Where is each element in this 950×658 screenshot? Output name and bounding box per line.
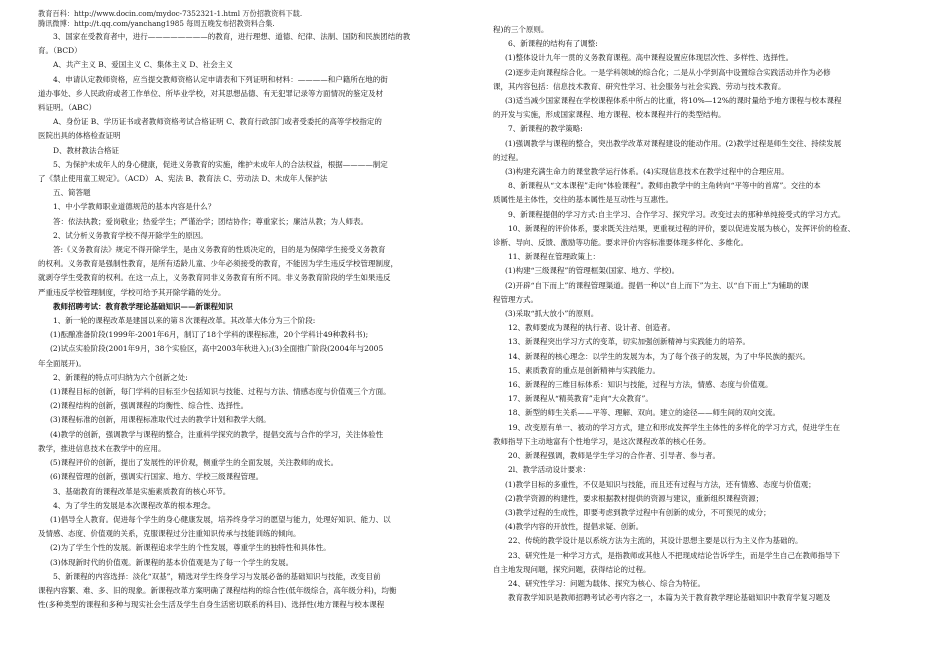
left-column-line: 课程内容繁、难、多、旧的现象。新课程改革方案明确了课程结构的综合性(低年级综合，高年级分科)，均衡 [38, 585, 397, 595]
left-column-line: A、身份证 B、学历证书或者教师资格考试合格证明 C、教育行政部门或者受委托的高等学校指定的 [53, 117, 382, 127]
left-column-line: 料证明。（ABC） [38, 103, 97, 113]
right-column-line: 11、新课程在管理政策上： [508, 252, 601, 262]
right-column-line: (3)构建充满生命力的课堂教学运行体系。(4)实现信息技术在教学过程中的合理应用。 [505, 167, 789, 177]
left-column-line: 3、国家在受教育者中，进行————————的教育，进行理想、道德、纪律、法制、国防和民族团结的教 [53, 32, 411, 41]
left-column-line: 年全面展开)。 [38, 358, 86, 368]
left-column-line: (4)教学的创新，强调教学与课程的整合，注重科学探究的教学，提倡交流与合作的学习，关注体验性 [50, 429, 384, 439]
left-column-line: (1)课程目标的创新，每门学科的目标至少包括知识与技能、过程与方法、情感态度与价值观三个方面。 [50, 387, 391, 397]
right-column-line: (1)整体设计九年一贯的义务教育课程。高中课程设置应体现层次性、多样性、选择性。 [505, 53, 794, 63]
page-header [38, 9, 458, 29]
right-column-line: 13、新课程突出学习方式的变革，切实加强创新精神与实践能力的培养。 [508, 337, 751, 347]
left-text-column [38, 30, 463, 612]
left-column-line: (3)体现新时代的价值观。新课程的基本价值观是为了每一个学生的发展。 [50, 557, 294, 567]
left-column-line: 严重违反学校管理制度，学校可给予其开除学籍的处分。 [38, 287, 226, 297]
right-column-line: (3)教学过程的生成性，即要考虑到教学过程中有创新的成分，不可预见的成分； [505, 507, 771, 517]
right-column-line: 2l、教学活动设计要求： [508, 465, 591, 475]
left-column-line: (2)试点实验阶段(2001年9月，38个实验区，高中2003年秋进入);(3)全面推广阶段(2004年与2005 [50, 344, 384, 354]
left-column-line: D、教材教法合格证 [53, 145, 120, 155]
left-column-line: 1、新一轮的课程改革是建国以来的第８次课程改革。其改革大体分为三个阶段: [53, 316, 316, 326]
left-column-line: 2、试分析义务教育学校不得开除学生的原因。 [53, 230, 208, 240]
left-column-line: (2)为了学生个性的发展。新课程追求学生的个性发展，尊重学生的独特性和具体性。 [50, 543, 331, 553]
left-column-line: 五、简答题 [53, 188, 91, 198]
right-column-line: (1)构建“三级课程”的管理框架(国家、地方、学校)。 [505, 266, 680, 276]
right-column-line: (3)适当减少国家课程在学校课程体系中所占的比重，将10%—12%的课时量给予地方课程与校本课程 [505, 96, 842, 106]
right-column-line: 课，其内容包括：信息技术教育、研究性学习、社会服务与社会实践、劳动与技术教育。 [493, 81, 786, 91]
left-column-line: 育。（BCD） [38, 46, 82, 56]
left-column-line: (1)酝酿准备阶段(1999年-2001年6月，制订了18个学科的课程标准，20个学科计49种教科书); [50, 330, 369, 340]
right-column-line: 的过程。 [493, 152, 523, 162]
right-column-line: 12、教师要成为课程的执行者、设计者、创造者。 [508, 323, 676, 333]
left-column-line: 答:《义务教育法》规定不得开除学生，是由义务教育的性质决定的，目的是为保障学生接受义务教育 [53, 245, 386, 255]
right-column-line: (2)教学资源的构建性，要求根据教材提供的资源与建议，重新组织课程资源； [505, 493, 764, 503]
right-column-line: (2)开辟“自下而上”的课程管理渠道。提倡一种以“自上而下”为主、以“自下而上”为辅助的课 [505, 280, 809, 290]
header-line-docin: 教育百科：http://www.docin.com/mydoc-7352321-1.html 万份招教资料下载. [38, 9, 303, 18]
right-column-line: 14、新课程的核心理念：以学生的发展为本，为了每个孩子的发展，为了中华民族的振兴。 [508, 351, 811, 361]
left-column-line: (2)课程结构的创新，强调课程的均衡性、综合性、选择性。 [50, 401, 249, 411]
left-column-line: 的权利。义务教育是强制性教育，是所有适龄儿童、少年必须接受的教育，不能因为学生违反学校管理制度， [38, 259, 398, 269]
right-column-line: 17、新课程从“精英教育”走向“大众教育”。 [508, 394, 653, 404]
right-column-line: 程管理方式。 [493, 294, 538, 304]
header-line-weibo: 腾讯微博：http://t.qq.com/yanchang1985 每周五晚发布招教资料合集. [38, 19, 275, 28]
right-column-line: 22、传统的教学设计是以系统方法为主流的，其设计思想主要是以行为主义作为基础的。 [508, 536, 803, 546]
right-column-line: 7、新课程的教学策略: [508, 124, 583, 134]
left-column-line: A、共产主义 B、爱国主义 C、集体主义 D、社会主义 [53, 60, 233, 70]
left-column-line: 医院出具的体格检查证明 [38, 131, 121, 141]
right-column-line: 15、素质教育的重点是创新精神与实践能力。 [508, 365, 661, 375]
right-column-line: 9、新课程提倡的学习方式:自主学习、合作学习、探究学习。改变过去的那种单纯接受式的学习方式。 [508, 209, 846, 219]
right-column-line: 16、新课程的三维目标体系：知识与技能，过程与方法，情感、态度与价值观。 [508, 380, 773, 390]
left-column-line: 4、申请认定教师资格，应当提交教师资格认定申请表和下列证明和材料：————和户籍所在地的街 [53, 74, 388, 84]
left-column-line: (6)课程管理的创新，强调实行国家、地方、学校三级课程管理。 [50, 472, 264, 482]
right-text-column [493, 23, 911, 605]
right-column-line: 24、研究性学习：问题为载体、探究为核心、综合为特征。 [508, 578, 706, 588]
right-column-line: 20、新课程强调，教师是学生学习的合作者、引导者、参与者。 [508, 451, 721, 461]
right-column-line: (3)采取“抓大放小”的原则。 [505, 309, 599, 319]
left-column-line: 1、中小学教师职业道德规范的基本内容是什么？ [53, 202, 216, 212]
left-column-line: 答：依法执教；爱岗敬业；热爱学生；严谨治学；团结协作；尊重家长；廉洁从教；为人师表。 [53, 216, 368, 226]
left-column-line: 性(多种类型的课程和多种与现实社会生活及学生自身生活密切联系的科目)、选择性(地方课程与校本课程 [38, 600, 385, 610]
right-column-line: (4)教学内容的开放性，提倡求疑、创新。 [505, 522, 644, 532]
right-column-line: 23、研究性是一种学习方式，是指教师或其他人不把现成结论告诉学生，而是学生自己在教师指导下 [508, 550, 841, 560]
left-column-line: 就剥夺学生受教育的权利。在这一点上，义务教育同非义务教育有所不同。非义务教育阶段的学生如果违反 [38, 273, 391, 283]
right-column-line: 的开发与实施，形成国家课程、地方课程、校本课程并行的类型结构。 [493, 110, 726, 120]
right-column-line: 19、改变原有单一、被动的学习方式，建立和形成发挥学生主体性的多样化的学习方式，促进学生在 [508, 422, 841, 432]
right-column-line: 诊断、导向、反馈、激励等功能。要求评价内容标准要体现多样化、多维化。 [493, 238, 748, 248]
left-column-line: 及情感、态度、价值观的关系，克服课程过分注重知识传承与技能训练的倾向。 [38, 529, 301, 539]
left-column-line: (1)倡导全人教育。促进每个学生的身心健康发展，培养终身学习的愿望与能力，处理好知识、能力、以 [50, 514, 391, 524]
right-column-line: (1)教学目标的多重性，不仅是知识与技能，而且还有过程与方法，还有情感、态度与价值观； [505, 479, 816, 489]
right-column-line: (2)逐步走向课程综合化。一是学科领域的综合化；二是从小学到高中设置综合实践活动并作为必修 [505, 67, 831, 77]
right-column-line: 教师指导下主动地富有个性地学习，是这次课程改革的核心任务。 [493, 436, 711, 446]
left-column-line: 2、新课程的特点可归纳为六个创新之处: [53, 372, 188, 382]
left-column-line: 教学，推进信息技术在教学中的应用。 [38, 443, 166, 453]
right-column-line: 质属性是主体性，交往的基本属性是互动性与互惠性。 [493, 195, 673, 205]
right-column-line: 教育教学知识是教师招聘考试必考内容之一，本篇为关于教育教学理论基础知识中教育学复习题及 [508, 593, 831, 603]
right-column-line: (1)强调教学与课程的整合，突出教学改革对课程建设的能动作用。(2)教学过程是师生交往、持续发展 [505, 138, 842, 148]
left-column-line: 教师招聘考试：教育教学理论基础知识——新课程知识 [53, 301, 233, 311]
left-column-line: (3)课程标准的创新，用课程标准取代过去的教学计划和教学大纲。 [50, 415, 271, 425]
right-column-line: 自主地发现问题，探究问题，获得结论的过程。 [493, 564, 651, 574]
left-column-line: 3、基础教育的课程改革是实施素质教育的核心环节。 [53, 486, 231, 496]
left-column-line: 4、为了学生的发展是本次课程改革的根本理念。 [53, 500, 216, 510]
right-column-line: 10、新课程的评价体系，要求既关注结果，更重视过程的评价，要以促进发展为核心，发挥评价的检查、 [508, 223, 856, 233]
left-column-line: (5)课程评价的创新，提出了发展性的评价观，侧重学生的全面发展，关注教师的成长。 [50, 458, 339, 468]
left-column-line: 了《禁止使用童工规定》。（ACD） A、宪法 B、教育法 C、劳动法 D、未成年人保护法 [38, 174, 328, 184]
left-column-line: 5、新课程的内容选择：淡化“双基”，精选对学生终身学习与发展必备的基础知识与技能，改变目前 [53, 571, 381, 581]
right-column-line: 程)的三个原则。 [493, 25, 549, 34]
left-column-line: 道办事处、乡人民政府或者工作单位、所毕业学校，对其思想品德、有无犯罪记录等方面情况的鉴定及材 [38, 88, 383, 98]
right-column-line: 8、新课程从“文本课程”走向“体验课程”。教师由教学中的主角转向“平等中的首席”。交往的本 [508, 181, 821, 191]
left-column-line: 5、为保护未成年人的身心健康，促进义务教育的实施，维护未成年人的合法权益，根据————制定 [53, 159, 388, 169]
right-column-line: 18、新型的师生关系——平等、理解、双向。建立的途径——师生间的双向交流。 [508, 408, 781, 418]
right-column-line: 6、新课程的结构有了调整: [508, 39, 598, 49]
